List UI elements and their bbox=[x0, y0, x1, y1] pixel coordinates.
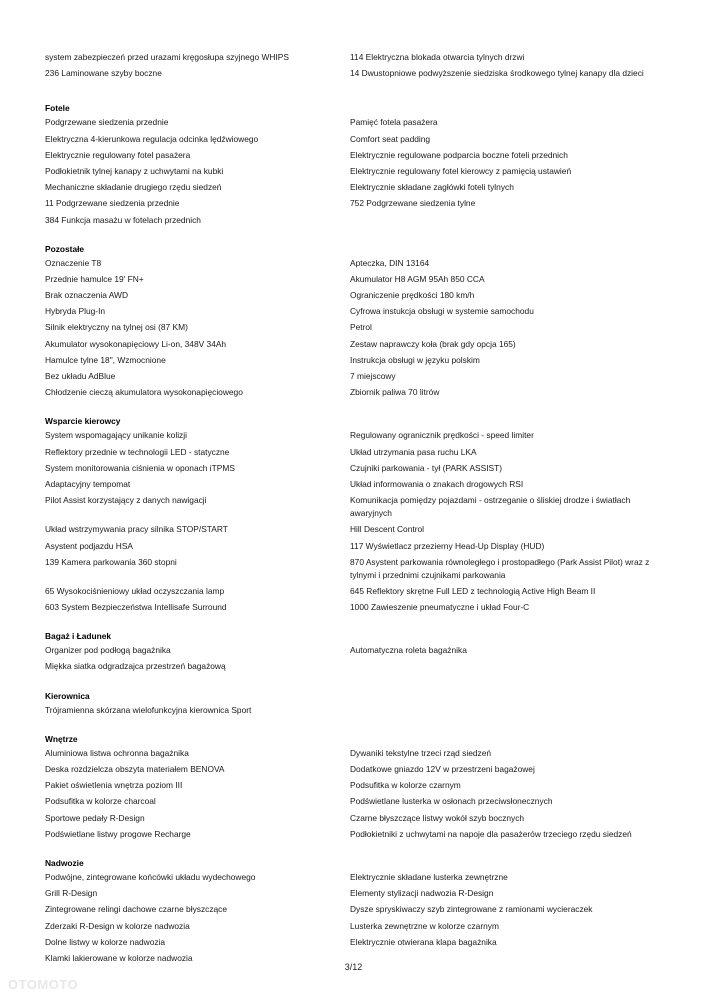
feature-item-left: Elektryczna 4-kierunkowa regulacja odcinka lędźwiowego bbox=[45, 133, 259, 144]
feature-item-left: System wspomagający unikanie kolizji bbox=[45, 430, 187, 441]
section bbox=[45, 631, 655, 676]
feature-item-left: Podłokietnik tylnej kanapy z uchwytami na kubki bbox=[45, 165, 224, 176]
section-title: Nadwozie bbox=[45, 857, 84, 868]
feature-item-right bbox=[350, 660, 655, 676]
feature-item-right: Podłokietniki z uchwytami na napoje dla pasażerów trzeciego rzędu siedzeń bbox=[350, 828, 632, 839]
feature-item-right: Układ informowania o znakach drogowych RSI bbox=[350, 478, 524, 489]
feature-item-right: Elektrycznie regulowane podparcia boczne foteli przednich bbox=[350, 149, 568, 160]
feature-item-left: Adaptacyjny tempomat bbox=[45, 478, 131, 489]
feature-item-right: Elektrycznie składane zagłówki foteli tylnych bbox=[350, 182, 514, 193]
feature-item-left: Zderzaki R-Design w kolorze nadwozia bbox=[45, 920, 190, 931]
page-number: 3/12 bbox=[344, 962, 363, 972]
feature-row bbox=[45, 871, 655, 887]
feature-item-right: Dywaniki tekstylne trzeci rząd siedzeń bbox=[350, 747, 492, 758]
feature-item-left: Pilot Assist korzystający z danych nawigacji bbox=[45, 495, 207, 506]
feature-item-left: Trójramienna skórzana wielofunkcyjna kierownica Sport bbox=[45, 704, 252, 715]
feature-row bbox=[45, 273, 655, 289]
feature-item-left: Zintegrowane relingi dachowe czarne błyszczące bbox=[45, 904, 228, 915]
feature-row bbox=[45, 704, 655, 720]
section-title: Wsparcie kierowcy bbox=[45, 416, 121, 427]
feature-item-right: 7 miejscowy bbox=[350, 371, 396, 381]
feature-item-right: Dysze spryskiwaczy szyb zintegrowane z ramionami wycieraczek bbox=[350, 904, 593, 915]
section-title: Wnętrze bbox=[45, 733, 78, 744]
feature-item-left: Bez układu AdBlue bbox=[45, 371, 116, 381]
feature-item-left: Mechaniczne składanie drugiego rzędu siedzeń bbox=[45, 182, 222, 193]
feature-item-left: Dolne listwy w kolorze nadwozia bbox=[45, 936, 166, 947]
feature-item-right: Akumulator H8 AGM 95Ah 850 CCA bbox=[350, 273, 485, 284]
feature-row bbox=[45, 305, 655, 321]
feature-item-right: Regulowany ogranicznik prędkości - speed limiter bbox=[350, 430, 534, 441]
feature-row bbox=[45, 257, 655, 273]
feature-item-left: Organizer pod podłogą bagażnika bbox=[45, 645, 171, 656]
feature-item-left: 11 Podgrzewane siedzenia przednie bbox=[45, 198, 180, 209]
feature-row bbox=[45, 812, 655, 828]
feature-item-left: 384 Funkcja masażu w fotelach przednich bbox=[45, 214, 201, 225]
feature-row bbox=[45, 289, 655, 305]
feature-row bbox=[45, 214, 655, 230]
feature-item-right: Czujniki parkowania - tył (PARK ASSIST) bbox=[350, 462, 503, 473]
feature-item-left: 236 Laminowane szyby boczne bbox=[45, 68, 162, 79]
feature-item-left: Grill R-Design bbox=[45, 888, 98, 899]
section bbox=[45, 858, 655, 968]
feature-item-right: Comfort seat padding bbox=[350, 133, 431, 144]
feature-item-right: Czarne błyszczące listwy wokół szyb bocznych bbox=[350, 812, 525, 823]
section bbox=[45, 416, 655, 617]
feature-item-right: Petrol bbox=[350, 322, 372, 333]
feature-row bbox=[45, 887, 655, 903]
feature-row bbox=[45, 370, 655, 386]
feature-item-left: Asystent podjazdu HSA bbox=[45, 540, 133, 551]
feature-row bbox=[45, 936, 655, 952]
feature-item-left: system zabezpieczeń przed urazami kręgosłupa szyjnego WHIPS bbox=[45, 52, 289, 62]
feature-row bbox=[45, 779, 655, 795]
section-title: Bagaż i Ładunek bbox=[45, 631, 112, 642]
feature-item-right: 114 Elektryczna blokada otwarcia tylnych drzwi bbox=[350, 52, 525, 62]
feature-item-right: Komunikacja pomiędzy pojazdami - ostrzeganie o śliskiej drodze i światłach awaryjnych bbox=[350, 495, 631, 519]
feature-row bbox=[45, 747, 655, 763]
feature-item-left: Oznaczenie T8 bbox=[45, 257, 102, 268]
feature-item-right: Ograniczenie prędkości 180 km/h bbox=[350, 290, 475, 301]
feature-row bbox=[45, 903, 655, 919]
section bbox=[45, 51, 655, 83]
feature-item-right: Układ utrzymania pasa ruchu LKA bbox=[350, 446, 477, 457]
feature-row bbox=[45, 446, 655, 462]
feature-row bbox=[45, 354, 655, 370]
feature-row bbox=[45, 51, 655, 67]
feature-row bbox=[45, 462, 655, 478]
feature-item-right: Dodatkowe gniazdo 12V w przestrzeni bagażowej bbox=[350, 764, 535, 774]
feature-item-right: Elementy stylizacji nadwozia R-Design bbox=[350, 888, 494, 899]
feature-item-left: Aluminiowa listwa ochronna bagażnika bbox=[45, 747, 189, 758]
feature-row bbox=[45, 795, 655, 811]
feature-item-right bbox=[350, 704, 655, 720]
feature-item-left: Reflektory przednie w technologii LED - statyczne bbox=[45, 446, 230, 457]
feature-row bbox=[45, 920, 655, 936]
feature-item-left: Silnik elektryczny na tylnej osi (87 KM) bbox=[45, 322, 188, 333]
feature-row bbox=[45, 67, 655, 83]
feature-item-right: Apteczka, DIN 13164 bbox=[350, 257, 430, 268]
feature-item-left: Hybryda Plug-In bbox=[45, 306, 106, 317]
section-title: Pozostałe bbox=[45, 243, 85, 254]
feature-item-right: Pamięć fotela pasażera bbox=[350, 117, 438, 128]
feature-row bbox=[45, 494, 655, 523]
feature-row bbox=[45, 523, 655, 539]
section-title: Kierownica bbox=[45, 690, 90, 701]
feature-item-right: Elektrycznie regulowany fotel kierowcy z pamięcią ustawień bbox=[350, 165, 572, 176]
feature-row bbox=[45, 540, 655, 556]
feature-item-left: Podsufitka w kolorze charcoal bbox=[45, 796, 156, 807]
feature-row bbox=[45, 478, 655, 494]
feature-item-left: Przednie hamulce 19' FN+ bbox=[45, 273, 144, 284]
feature-row bbox=[45, 116, 655, 132]
feature-row bbox=[45, 556, 655, 585]
feature-item-right: Elektrycznie składane lusterka zewnętrzne bbox=[350, 871, 508, 882]
feature-item-left: 603 System Bezpieczeństwa Intellisafe Surround bbox=[45, 602, 227, 613]
feature-item-left: Pakiet oświetlenia wnętrza poziom III bbox=[45, 780, 183, 791]
feature-item-left: 65 Wysokociśnieniowy układ oczyszczania lamp bbox=[45, 585, 225, 596]
section bbox=[45, 734, 655, 844]
section-title: Fotele bbox=[45, 103, 70, 114]
watermark-logo: OTOMOTO bbox=[8, 977, 79, 992]
document-body bbox=[45, 51, 655, 982]
feature-item-left: Elektrycznie regulowany fotel pasażera bbox=[45, 149, 191, 160]
feature-item-left: Sportowe pedały R-Design bbox=[45, 812, 145, 823]
feature-item-left: Hamulce tylne 18", Wzmocnione bbox=[45, 354, 166, 365]
feature-item-right: 752 Podgrzewane siedzenia tylne bbox=[350, 198, 476, 209]
feature-item-right: Podświetlane lusterka w osłonach przeciwsłonecznych bbox=[350, 796, 553, 807]
feature-item-right: Lusterka zewnętrzne w kolorze czarnym bbox=[350, 920, 499, 931]
feature-item-left: Podwójne, zintegrowane końcówki układu wydechowego bbox=[45, 871, 256, 882]
feature-item-left: Brak oznaczenia AWD bbox=[45, 290, 129, 301]
feature-row bbox=[45, 386, 655, 402]
feature-item-left: Miękka siatka odgradzajca przestrzeń bagażową bbox=[45, 661, 226, 672]
feature-row bbox=[45, 181, 655, 197]
section bbox=[45, 103, 655, 229]
feature-item-right: Hill Descent Control bbox=[350, 524, 425, 535]
feature-row bbox=[45, 644, 655, 660]
feature-row bbox=[45, 197, 655, 213]
feature-item-left: 139 Kamera parkowania 360 stopni bbox=[45, 556, 177, 567]
feature-row bbox=[45, 585, 655, 601]
feature-item-left: System monitorowania ciśnienia w oponach iTPMS bbox=[45, 462, 235, 473]
feature-row bbox=[45, 660, 655, 676]
feature-item-right: Elektrycznie otwierana klapa bagażnika bbox=[350, 936, 497, 947]
section bbox=[45, 244, 655, 403]
feature-item-right: 14 Dwustopniowe podwyższenie siedziska środkowego tylnej kanapy dla dzieci bbox=[350, 68, 644, 79]
feature-item-right: 645 Reflektory skrętne Full LED z technologią Active High Beam II bbox=[350, 585, 596, 596]
feature-item-right: Podsufitka w kolorze czarnym bbox=[350, 780, 461, 791]
feature-item-left: Podświetlane listwy progowe Recharge bbox=[45, 828, 191, 839]
feature-item-right: Automatyczna roleta bagażnika bbox=[350, 645, 467, 656]
feature-item-right: Zestaw naprawczy koła (brak gdy opcja 165) bbox=[350, 338, 516, 349]
feature-item-right: Zbiornik paliwa 70 litrów bbox=[350, 387, 440, 398]
feature-item-left: Układ wstrzymywania pracy silnika STOP/START bbox=[45, 524, 228, 535]
feature-item-right: Cyfrowa instukcja obsługi w systemie samochodu bbox=[350, 306, 534, 317]
feature-row bbox=[45, 601, 655, 617]
feature-row bbox=[45, 429, 655, 445]
feature-row bbox=[45, 828, 655, 844]
feature-item-right bbox=[350, 214, 655, 230]
feature-row bbox=[45, 321, 655, 337]
feature-item-left: Klamki lakierowane w kolorze nadwozia bbox=[45, 952, 193, 963]
feature-item-right: 1000 Zawieszenie pneumatyczne i układ Four-C bbox=[350, 602, 530, 613]
feature-row bbox=[45, 338, 655, 354]
feature-item-left: Akumulator wysokonapięciowy Li-on, 348V 34Ah bbox=[45, 338, 227, 349]
feature-row bbox=[45, 165, 655, 181]
feature-item-left: Podgrzewane siedzenia przednie bbox=[45, 117, 169, 128]
feature-item-left: Chłodzenie cieczą akumulatora wysokonapięciowego bbox=[45, 387, 243, 398]
feature-row bbox=[45, 763, 655, 779]
feature-item-right: 870 Asystent parkowania równoległego i prostopadłego (Park Assist Pilot) wraz z tylnymi i przednimi czujnikami parkowania bbox=[350, 556, 650, 580]
feature-item-left: Deska rozdzielcza obszyta materiałem BENOVA bbox=[45, 764, 225, 774]
feature-item-right: 117 Wyświetlacz przezierny Head-Up Display (HUD) bbox=[350, 540, 545, 551]
feature-item-right: Instrukcja obsługi w języku polskim bbox=[350, 354, 480, 365]
section bbox=[45, 691, 655, 720]
feature-row bbox=[45, 149, 655, 165]
feature-row bbox=[45, 133, 655, 149]
